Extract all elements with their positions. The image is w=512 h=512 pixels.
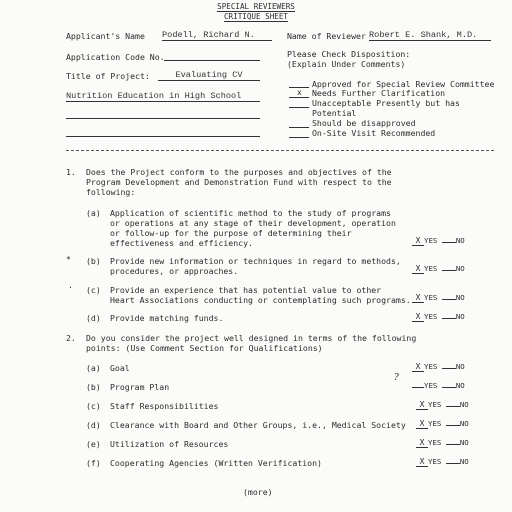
yes-no-answer[interactable]: X YES NO <box>412 264 465 274</box>
disposition-checkbox[interactable] <box>289 128 309 138</box>
q1-item-line: Provide matching funds. <box>110 313 224 323</box>
q2-item-label: Staff Responsibilities <box>110 401 219 411</box>
applicant-name-field[interactable]: Podell, Richard N. <box>162 30 272 41</box>
disposition-checkbox[interactable] <box>289 118 309 128</box>
q1-item-line: effectiveness and efficiency. <box>110 238 253 248</box>
project-title-field-3[interactable] <box>66 118 260 119</box>
q1-text-line: Does the Project conform to the purposes and objectives of the <box>86 167 392 177</box>
disposition-note: (Explain Under Comments) <box>287 59 406 69</box>
yes-no-answer[interactable]: X YES NO <box>416 438 469 448</box>
q1-item-letter: (b) <box>86 256 101 266</box>
yes-no-answer[interactable]: X YES NO <box>412 312 465 322</box>
project-title-field-1[interactable]: Evaluating CV <box>158 70 260 81</box>
code-label: Application Code No. <box>66 52 165 62</box>
q2-item-label: Goal <box>110 363 130 373</box>
section-divider <box>66 150 494 151</box>
disposition-checkbox[interactable]: x <box>289 88 309 98</box>
q2-item-letter: (d) <box>86 420 101 430</box>
q2-item-letter: (a) <box>86 363 101 373</box>
q2-item-label: Utilization of Resources <box>110 439 229 449</box>
disposition-label: Please Check Disposition: <box>287 49 411 59</box>
disposition-option: Approved for Special Review Committee <box>312 79 495 89</box>
reviewer-label: Name of Reviewer <box>287 31 366 41</box>
q2-text-line: Do you consider the project well designed in terms of the following <box>86 333 417 343</box>
q2-item-letter: (e) <box>86 439 101 449</box>
disposition-option-continued: Potential <box>312 108 357 118</box>
applicant-label: Applicant's Name <box>66 31 145 41</box>
yes-no-answer[interactable]: X YES NO <box>416 400 469 410</box>
q1-text-line: following: <box>86 187 136 197</box>
disposition-option: Needs Further Clarification <box>312 88 446 98</box>
yes-no-answer[interactable]: YES NO <box>412 381 465 390</box>
q1-item-letter: (a) <box>86 208 101 218</box>
margin-mark: * <box>66 254 71 264</box>
more-indicator: (more) <box>243 487 273 497</box>
q2-item-letter: (b) <box>86 382 101 392</box>
q2-item-label: Program Plan <box>110 382 170 392</box>
disposition-option: On-Site Visit Recommended <box>312 128 436 138</box>
sheet-subtitle: CRITIQUE SHEET <box>223 12 288 21</box>
q2-text-line: points: (Use Comment Section for Qualifications) <box>86 343 323 353</box>
disposition-option: Unacceptable Presently but has <box>312 98 460 108</box>
disposition-checkbox[interactable] <box>289 78 309 88</box>
code-field[interactable] <box>164 60 260 61</box>
yes-no-answer[interactable]: X YES NO <box>412 293 465 303</box>
project-title-label: Title of Project: <box>66 71 150 81</box>
q1-item-letter: (d) <box>86 313 101 323</box>
q1-item-line: Heart Associations conducting or contemplating such programs. <box>110 295 411 305</box>
q1-item-line: Application of scientific method to the study of programs <box>110 208 391 218</box>
margin-mark: · <box>68 282 73 292</box>
q1-item-line: procedures, or approaches. <box>110 266 239 276</box>
disposition-checkbox[interactable] <box>289 98 309 108</box>
project-title-field-2[interactable]: Nutrition Education in High School <box>66 91 260 102</box>
q1-item-line: or operations at any stage of their development, operation <box>110 218 396 228</box>
yes-no-answer[interactable]: X YES NO <box>412 236 465 246</box>
handwritten-question-mark: ? <box>394 373 399 383</box>
yes-no-answer[interactable]: X YES NO <box>416 457 469 467</box>
q2-item-label: Clearance with Board and Other Groups, i.e., Medical Society <box>110 420 406 430</box>
q2-number: 2. <box>66 333 76 343</box>
disposition-option: Should be disapproved <box>312 118 416 128</box>
project-title-field-4[interactable] <box>66 136 260 137</box>
q1-number: 1. <box>66 167 76 177</box>
q1-text-line: Program Development and Demonstration Fund with respect to the <box>86 177 392 187</box>
q2-item-letter: (c) <box>86 401 101 411</box>
q1-item-line: Provide new information or techniques in regard to methods, <box>110 256 401 266</box>
q1-item-letter: (c) <box>86 285 101 295</box>
q2-item-label: Cooperating Agencies (Written Verification) <box>110 458 322 468</box>
sheet-title: SPECIAL REVIEWERS <box>217 2 295 11</box>
reviewer-name-field[interactable]: Robert E. Shank, M.D. <box>369 30 491 41</box>
yes-no-answer[interactable]: X YES NO <box>412 362 465 372</box>
q2-item-letter: (f) <box>86 458 101 468</box>
yes-no-answer[interactable]: X YES NO <box>416 419 469 429</box>
q1-item-line: or follow-up for the purpose of determining their <box>110 228 352 238</box>
q1-item-line: Provide an experience that has potential value to other <box>110 285 382 295</box>
